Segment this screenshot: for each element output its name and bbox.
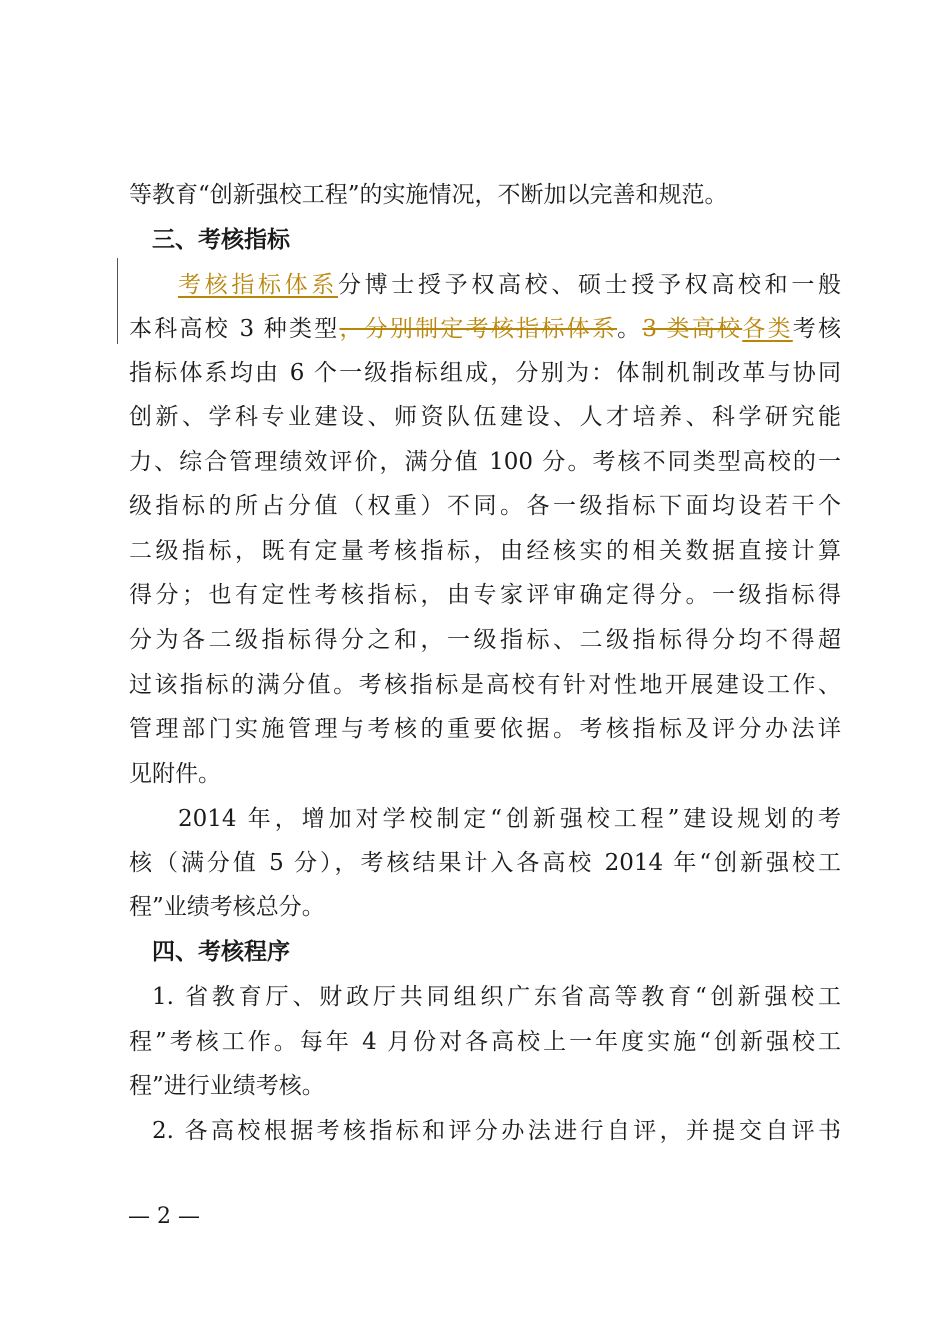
text-line: 力、综合管理绩效评价，满分值 100 分。考核不同类型高校的一 bbox=[129, 449, 841, 475]
text-span: 本科高校 3 种类型 bbox=[129, 316, 340, 342]
text-span: 分博士授予权高校、硕士授予权高校和一般 bbox=[338, 272, 842, 298]
text-line: 等教育“创新强校工程”的实施情况，不断加以完善和规范。 bbox=[129, 182, 728, 208]
text-line bbox=[178, 270, 841, 300]
text-line: 核（满分值 5 分），考核结果计入各高校 2014 年“创新强校工 bbox=[129, 850, 841, 876]
text-line: 管理部门实施管理与考核的重要依据。考核指标及评分办法详 bbox=[129, 716, 841, 742]
text-line: 2. 各高校根据考核指标和评分办法进行自评，并提交自评书 bbox=[152, 1118, 841, 1144]
text-line: 得分；也有定性考核指标，由专家评审确定得分。一级指标得 bbox=[129, 582, 841, 608]
section-heading-3: 三、考核指标 bbox=[152, 227, 290, 253]
revision-change-bar bbox=[117, 258, 118, 344]
text-line: 过该指标的满分值。考核指标是高校有针对性地开展建设工作、 bbox=[129, 672, 841, 698]
text-line: 二级指标，既有定量考核指标，由经核实的相关数据直接计算 bbox=[129, 538, 841, 564]
text-line: 程”业绩考核总分。 bbox=[129, 894, 325, 920]
text-line: 1. 省教育厅、财政厅共同组织广东省高等教育“创新强校工 bbox=[152, 984, 841, 1010]
page-number: — 2 — bbox=[128, 1204, 200, 1229]
text-line bbox=[129, 314, 841, 344]
text-line: 分为各二级指标得分之和，一级指标、二级指标得分均不得超 bbox=[129, 627, 841, 653]
deleted-text: 3 类高校 bbox=[642, 316, 743, 342]
text-line: 程”考核工作。每年 4 月份对各高校上一年度实施“创新强校工 bbox=[129, 1029, 841, 1055]
inserted-text: 考核指标体系 bbox=[178, 272, 338, 298]
text-line: 指标体系均由 6 个一级指标组成，分别为：体制机制改革与协同 bbox=[129, 360, 841, 386]
text-line: 创新、学科专业建设、师资队伍建设、人才培养、科学研究能 bbox=[129, 404, 841, 430]
deleted-text: ，分别制定考核指标体系 bbox=[339, 316, 618, 342]
inserted-text: 各类 bbox=[742, 316, 793, 342]
text-span: 考核 bbox=[792, 316, 842, 342]
text-line: 见附件。 bbox=[129, 761, 221, 787]
text-line: 2014 年，增加对学校制定“创新强校工程”建设规划的考 bbox=[178, 806, 841, 832]
text-line: 级指标的所占分值（权重）不同。各一级指标下面均设若干个 bbox=[129, 493, 841, 519]
text-span: 。 bbox=[617, 316, 643, 342]
section-heading-4: 四、考核程序 bbox=[152, 939, 290, 965]
text-line: 程”进行业绩考核。 bbox=[129, 1073, 325, 1099]
